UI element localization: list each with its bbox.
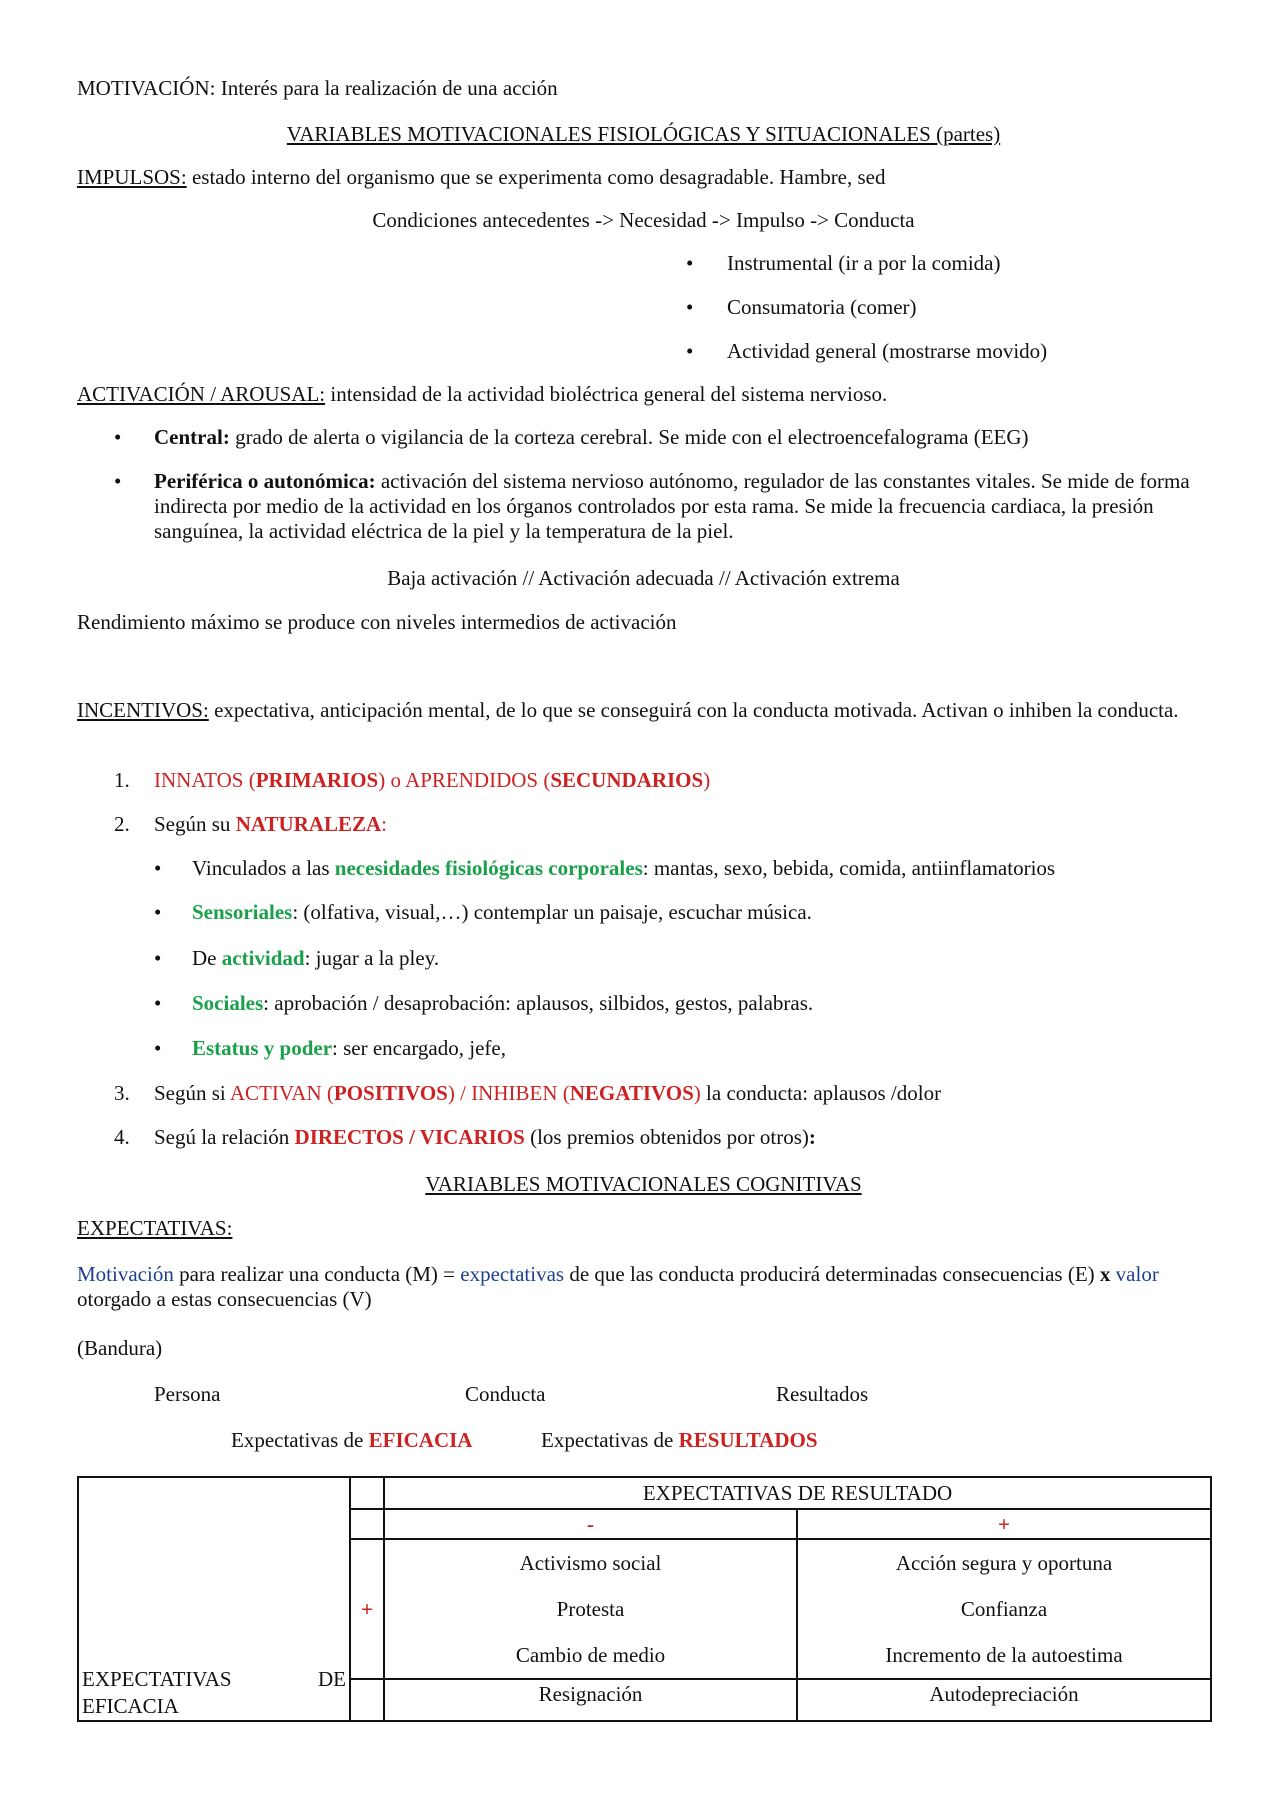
impulsos-chain: Condiciones antecedentes -> Necesidad -> Impulso -> Conducta [372, 208, 915, 232]
cell-text: Activismo social [519, 1551, 662, 1575]
incentivos-item-1: 1. INNATOS (PRIMARIOS) o APRENDIDOS (SECUNDARIOS) [114, 768, 711, 792]
cell-text: Protesta [556, 1597, 625, 1621]
table-row [78, 1477, 1211, 1509]
bullet-icon: • [114, 469, 122, 493]
bullet-icon: • [154, 856, 162, 880]
plus-plus-cell [797, 1539, 1211, 1679]
incentivos-item-4: 4. Segú la relación DIRECTOS / VICARIOS (los premios obtenidos por otros): [114, 1125, 816, 1149]
bullet-icon: • [686, 251, 694, 275]
eficacia-plus: + [350, 1539, 384, 1679]
expectativas-resultados: Expectativas de RESULTADOS [541, 1428, 818, 1452]
minus-plus-cell [384, 1539, 797, 1679]
naturaleza-sub-item: • Vinculados a las necesidades fisiológicas corporales: mantas, sexo, bebida, comida, antiinflamatorios [154, 856, 1056, 880]
eficacia-label: EXPECTATIVAS DE EFICACIA [82, 1667, 346, 1718]
persona-label: Persona [154, 1382, 221, 1406]
section2-title: VARIABLES MOTIVACIONALES COGNITIVAS [425, 1172, 862, 1196]
cell-text: Confianza [960, 1597, 1048, 1621]
document-page: MOTIVACIÓN: Interés para la realización de una acción VARIABLES MOTIVACIONALES FISIOLÓGICAS Y SITUACIONALES (partes) IMPULSOS: estado interno del organismo que se experimenta como desagradable. Hambre, sed Condiciones antecedentes -> Necesidad -> Impulso -> Conducta • Instrumental (ir a por la comida) • Consumatoria (comer) • Actividad general (mostrarse movido) ACTIVACIÓN / AROUSAL: intensidad de la actividad bioléctrica general del sistema nervioso. • Central: grado de alerta o vigilancia de la corteza cerebral. Se mide con el electroencefalograma (EEG) • Periférica o autonómica: activación del sistema nervioso autónomo, regulador de las constantes vitales. Se mide de forma indirecta por medio de la actividad en los órganos controlados por esta rama. Se mide la frecuencia cardiaca, la presión sanguínea, la actividad eléctrica de la piel y la temperatura de la piel. Baja activación // Activación adecuada // Activación extrema Rendimiento máximo se produce con niveles intermedios de activación INCENTIVOS: expectativa, anticipación mental, de lo que se conseguirá con la conducta motivada. Activan o inhiben la conducta. 1. INNATOS (PRIMARIOS) o APRENDIDOS (SECUNDARIOS) 2. Según su NATURALEZA: • Vinculados a las necesidades fisiológicas corporales: mantas, sexo, bebida, comida, antiinflamatorios • Sensoriales: (olfativa, visual,…) contemplar un paisaje, escuchar música. • De actividad: jugar a la pley. • Sociales: aprobación / desaprobación: aplausos, silbidos, gestos, palabras. • Estatus y poder: ser encargado, jefe, 3. Según si ACTIVAN (POSITIVOS) / INHIBEN (NEGATIVOS) la conducta: aplausos /dolor 4. Segú la relación DIRECTOS / VICARIOS (los premios obtenidos por otros): VARIABLES MOTIVACIONALES COGNITIVAS EXPECTATIVAS: Motivación para realizar una conducta (M) = expectativas de que las conducta producirá determinadas consecuencias (E) x valor otorgado a estas consecuencias (V) (Bandura) Persona Conducta Resultados Expectativas de EFICACIA Expectativas de RESULTADOS EXPECTATIVAS DE EFICACIA EXPECTATIVAS DE RESULTADO - + + Activismo social Protesta Cambio de medio Acción segura y oportuna Confianza Incremento de la autoestima Resignación Autodepreciación [0, 0, 1280, 1811]
incentivos-item-3: 3. Según si ACTIVAN (POSITIVOS) / INHIBEN (NEGATIVOS) la conducta: aplausos /dolor [114, 1081, 942, 1105]
motivacion-line: MOTIVACIÓN: Interés para la realización de una acción [77, 76, 558, 100]
plus-minus-cell: Autodepreciación [797, 1679, 1211, 1721]
naturaleza-sub-item: • De actividad: jugar a la pley. [154, 946, 440, 970]
cell-text: Acción segura y oportuna [895, 1551, 1113, 1575]
expectativas-label: EXPECTATIVAS: [77, 1216, 233, 1240]
bullet-icon: • [154, 1036, 162, 1060]
minus-minus-cell: Resignación [384, 1679, 797, 1721]
resultados-label: Resultados [776, 1382, 869, 1406]
conducta-label: Conducta [465, 1382, 546, 1406]
expectativas-eficacia: Expectativas de EFICACIA [231, 1428, 473, 1452]
bullet-icon: • [686, 295, 694, 319]
naturaleza-sub-item: • Sociales: aprobación / desaprobación: aplausos, silbidos, gestos, palabras. [154, 991, 814, 1015]
minus-header: - [384, 1509, 797, 1539]
naturaleza-sub-item: • Sensoriales: (olfativa, visual,…) contemplar un paisaje, escuchar música. [154, 900, 812, 924]
bullet-icon: • [686, 339, 694, 363]
naturaleza-sub-item: • Estatus y poder: ser encargado, jefe, [154, 1036, 506, 1060]
eficacia-cell [78, 1477, 350, 1721]
expectativas-table [77, 1476, 1212, 1722]
section1-title: VARIABLES MOTIVACIONALES FISIOLÓGICAS Y SITUACIONALES (partes) [286, 122, 1001, 146]
resultado-header: EXPECTATIVAS DE RESULTADO [384, 1477, 1211, 1509]
rendimiento-line: Rendimiento máximo se produce con niveles intermedios de activación [77, 610, 677, 634]
bullet-icon: • [154, 946, 162, 970]
bandura-label: (Bandura) [77, 1336, 163, 1360]
bullet-icon: • [154, 900, 162, 924]
activacion-central: • Central: grado de alerta o vigilancia de la corteza cerebral. Se mide con el electroencefalograma (EEG) [114, 425, 1029, 449]
activacion-levels: Baja activación // Activación adecuada // Activación extrema [387, 566, 900, 590]
activacion-periferica: • Periférica o autonómica: activación del sistema nervioso autónomo, regulador de las constantes vitales. Se mide de forma indirecta por medio de la actividad en los órganos controlados por esta rama. Se mide la frecuencia cardiaca, la presión sanguínea, la actividad eléctrica de la piel y la temperatura de la piel. [114, 469, 1190, 543]
bullet-icon: • [154, 991, 162, 1015]
cell-text: Cambio de medio [515, 1643, 666, 1667]
bullet-icon: • [114, 425, 122, 449]
incentivos-item-2: 2. Según su NATURALEZA: [114, 812, 387, 836]
incentivos-line: INCENTIVOS: expectativa, anticipación mental, de lo que se conseguirá con la conducta motivada. Activan o inhiben la conducta. [77, 698, 1179, 722]
activacion-line: ACTIVACIÓN / AROUSAL: intensidad de la actividad bioléctrica general del sistema nervioso. [77, 382, 888, 406]
plus-header: + [797, 1509, 1211, 1539]
impulsos-line: IMPULSOS: estado interno del organismo que se experimenta como desagradable. Hambre, sed [77, 165, 886, 189]
cell-text: Incremento de la autoestima [885, 1643, 1123, 1667]
expectativas-formula: Motivación para realizar una conducta (M) = expectativas de que las conducta producirá determinadas consecuencias (E) x valor otorgado a estas consecuencias (V) [77, 1262, 1159, 1311]
empty-cell [350, 1509, 384, 1539]
empty-cell [350, 1679, 384, 1721]
empty-cell [350, 1477, 384, 1509]
